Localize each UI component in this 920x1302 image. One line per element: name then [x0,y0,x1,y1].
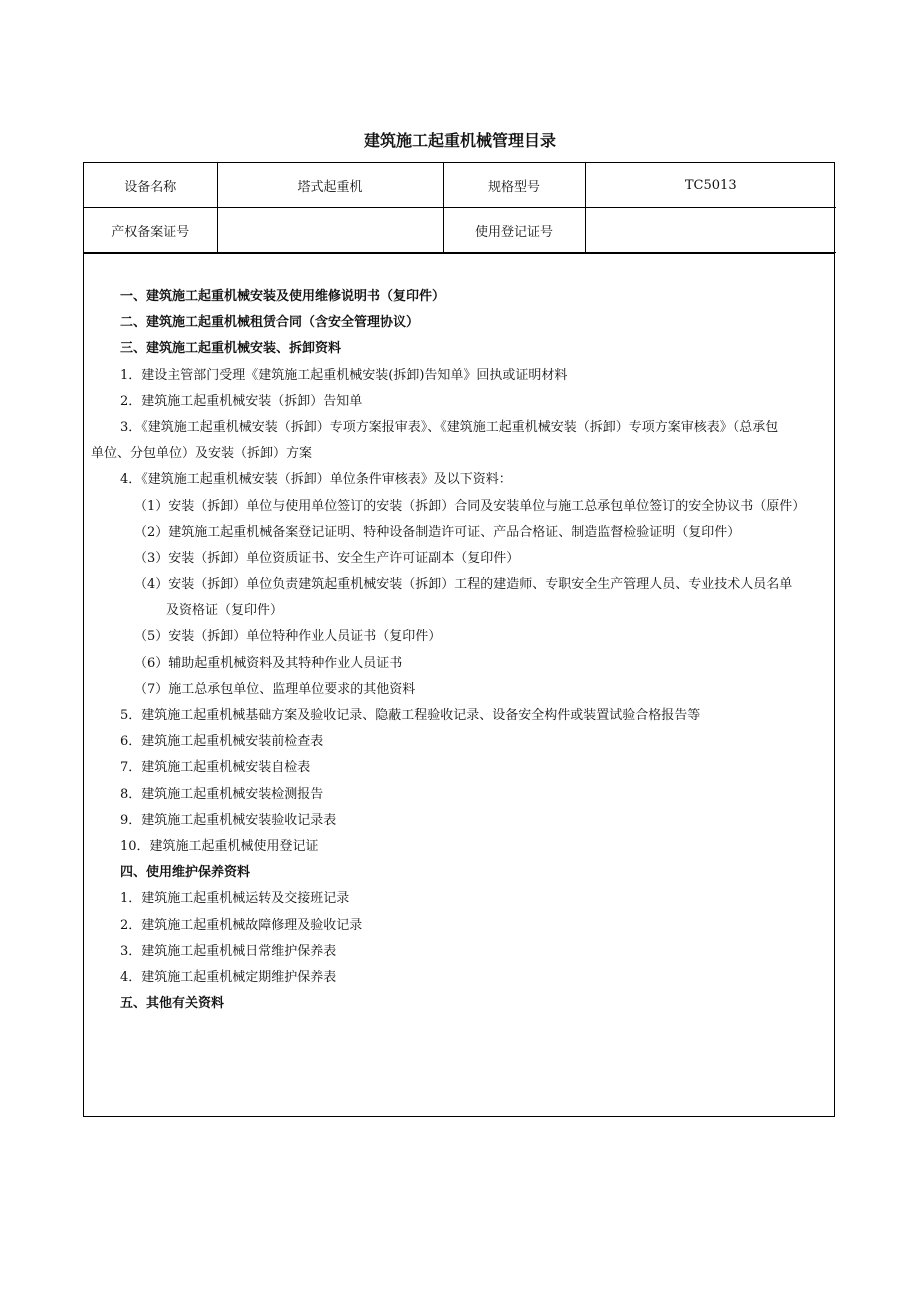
list-item: 9．建筑施工起重机械安装验收记录表 [120,812,337,828]
property-record-value [217,208,443,253]
property-record-label: 产权备案证号 [84,208,217,253]
list-item-continuation: 单位、分包单位）及安装（拆卸）方案 [91,446,313,462]
section-heading: 五、其他有关资料 [120,996,225,1012]
table-row [84,208,836,253]
list-item: 7．建筑施工起重机械安装自检表 [120,760,311,776]
device-name-value: 塔式起重机 [217,163,443,208]
list-item: 3．建筑施工起重机械日常维护保养表 [120,943,337,959]
model-label: 规格型号 [443,163,585,208]
list-item: 1．建筑施工起重机械运转及交接班记录 [120,891,350,907]
sub-list-item: （4）安装（拆卸）单位负责建筑起重机械安装（拆卸）工程的建造师、专职安全生产管理人员、专业技术人员名单 [134,577,793,593]
register-cert-value [585,208,836,253]
register-cert-label: 使用登记证号 [443,208,585,253]
list-item: 4．建筑施工起重机械定期维护保养表 [120,969,337,985]
equipment-info-table [84,163,836,253]
page-title: 建筑施工起重机械管理目录 [363,131,556,150]
list-item: 8．建筑施工起重机械安装检测报告 [120,786,324,802]
device-name-label: 设备名称 [84,163,217,208]
sub-list-item: （5）安装（拆卸）单位特种作业人员证书（复印件） [134,629,442,645]
catalog-table [83,162,835,1117]
section-heading: 三、建筑施工起重机械安装、拆卸资料 [120,341,342,357]
sub-list-item: （1）安装（拆卸）单位与使用单位签订的安装（拆卸）合同及安装单位与施工总承包单位签订的安全协议书（原件） [134,498,806,514]
list-item: 2．建筑施工起重机械安装（拆卸）告知单 [120,393,363,409]
list-item: 10．建筑施工起重机械使用登记证 [120,838,319,854]
list-item: 5．建筑施工起重机械基础方案及验收记录、隐蔽工程验收记录、设备安全构件或装置试验合格报告等 [120,708,701,723]
sub-list-item: （7）施工总承包单位、监理单位要求的其他资料 [134,681,416,697]
list-item: 2．建筑施工起重机械故障修理及验收记录 [120,917,363,933]
list-item: 4．《建筑施工起重机械安装（拆卸）单位条件审核表》及以下资料： [120,472,512,488]
section-heading: 二、建筑施工起重机械租赁合同（含安全管理协议） [120,315,420,331]
sub-list-item: （3）安装（拆卸）单位资质证书、安全生产许可证副本（复印件） [134,550,520,566]
table-row [84,163,836,208]
list-item: 1．建设主管部门受理《建筑施工起重机械安装(拆卸)告知单》回执或证明材料 [120,367,568,383]
sub-list-item-continuation: 及资格证（复印件） [166,603,284,619]
catalog-content [84,253,834,1116]
section-heading: 四、使用维护保养资料 [120,865,251,881]
sub-list-item: （2）建筑施工起重机械备案登记证明、特种设备制造许可证、产品合格证、制造监督检验证明（复印件） [134,524,741,540]
sub-list-item: （6）辅助起重机械资料及其特种作业人员证书 [134,655,403,671]
model-value: TC5013 [585,163,836,208]
list-item: 6．建筑施工起重机械安装前检查表 [120,734,324,750]
section-heading: 一、建筑施工起重机械安装及使用维修说明书（复印件） [120,289,446,304]
list-item: 3．《建筑施工起重机械安装（拆卸）专项方案报审表》、《建筑施工起重机械安装（拆卸）专项方案审核表》（总承包 [120,419,779,435]
